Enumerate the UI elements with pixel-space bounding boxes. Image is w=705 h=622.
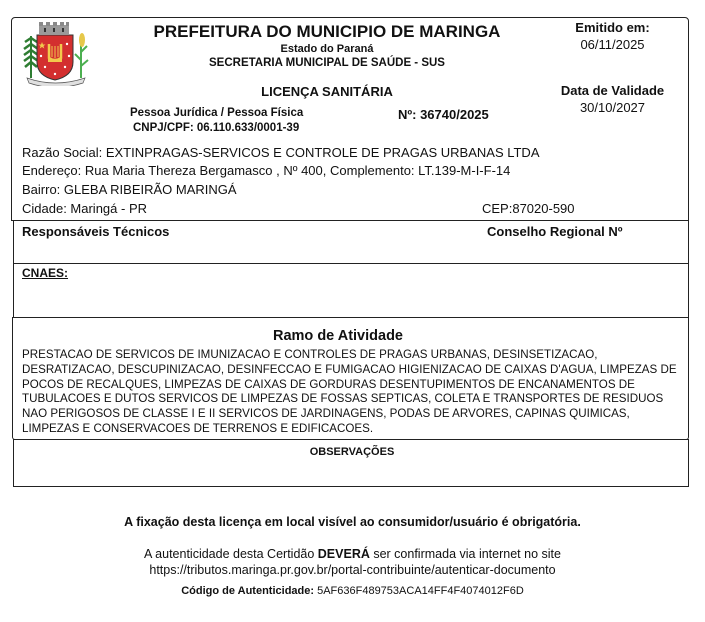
person-type: Pessoa Jurídica / Pessoa Física [130,107,304,119]
authenticity-url[interactable]: https://tributos.maringa.pr.gov.br/portal-contribuinte/autenticar-documento [149,563,556,577]
cnaes-label: CNAES: [22,266,69,280]
responsaveis-tecnicos-label: Responsáveis Técnicos [22,224,170,239]
conselho-regional-label: Conselho Regional Nº [487,224,623,239]
authenticity-code-label: Código de Autenticidade: [181,585,315,597]
neighborhood: Bairro: GLEBA RIBEIRÃO MARINGÁ [22,182,237,197]
authenticity-suffix: ser confirmada via internet no site [369,547,561,561]
authenticity-code [0,585,705,597]
issued-date: 06/11/2025 [580,37,645,52]
city: Cidade: Maringá - PR [22,201,147,216]
postal-code: CEP:87020-590 [482,201,575,216]
authenticity-notice [0,547,705,561]
state-name: Estado do Paraná [280,43,374,55]
validity-label: Data de Validade [560,83,665,98]
ramo-atividade-text: PRESTACAO DE SERVICOS DE IMUNIZACAO E CONTROLES DE PRAGAS URBANAS, DESINSETIZACAO, DESRATIZACAO, DESCUPINIZACAO, DESINFECCAO E FUMIGACAO HIGIENIZACAO DE CAIXAS D'AGUA, LIMPEZAS DE POCOS DE RECALQUES, LIMPEZAS DE CAIXAS DE GORDURAS DESENTUPIMENTOS DE ENCANAMENTOS DE TUBULACOES E DUTOS SERVICOS DE LIMPEZAS DE FOSSAS SEPTICAS, COLETA E TRANSPORTES DE RESIDUOS NAO PERIGOSOS DE CLASSE I E II SERVICOS DE JARDINAGENS, PODAS DE ARVORES, CAPINAS QUIMICAS, LIMPEZAS E CONSERVACOES DE TERRENOS E EDIFICACOES. [22,348,677,435]
department-name: SECRETARIA MUNICIPAL DE SAÚDE - SUS [209,57,445,69]
municipality-title: PREFEITURA DO MUNICIPIO DE MARINGA [153,22,501,41]
authenticity-prefix: A autenticidade desta Certidão [144,547,318,561]
document-type: LICENÇA SANITÁRIA [261,84,393,99]
ramo-atividade-title: Ramo de Atividade [273,328,403,344]
address: Endereço: Rua Maria Thereza Bergamasco , Nº 400, Complemento: LT.139-M-I-F-14 [22,163,511,178]
license-number: Nº: 36740/2025 [398,107,489,122]
razao-social: Razão Social: EXTINPRAGAS-SERVICOS E CONTROLE DE PRAGAS URBANAS LTDA [22,145,540,160]
authenticity-code-value: 5AF636F489753ACA14FF4F4074012F6D [314,585,524,597]
authenticity-bold: DEVERÁ [317,547,370,561]
validity-date: 30/10/2027 [579,100,646,115]
issued-label: Emitido em: [575,20,650,35]
cnaes-box [13,263,689,318]
observacoes-label: OBSERVAÇÕES [309,446,395,458]
display-notice: A fixação desta licença em local visível ao consumidor/usuário é obrigatória. [124,515,581,529]
cnpj-cpf: CNPJ/CPF: 06.110.633/0001-39 [133,122,300,134]
